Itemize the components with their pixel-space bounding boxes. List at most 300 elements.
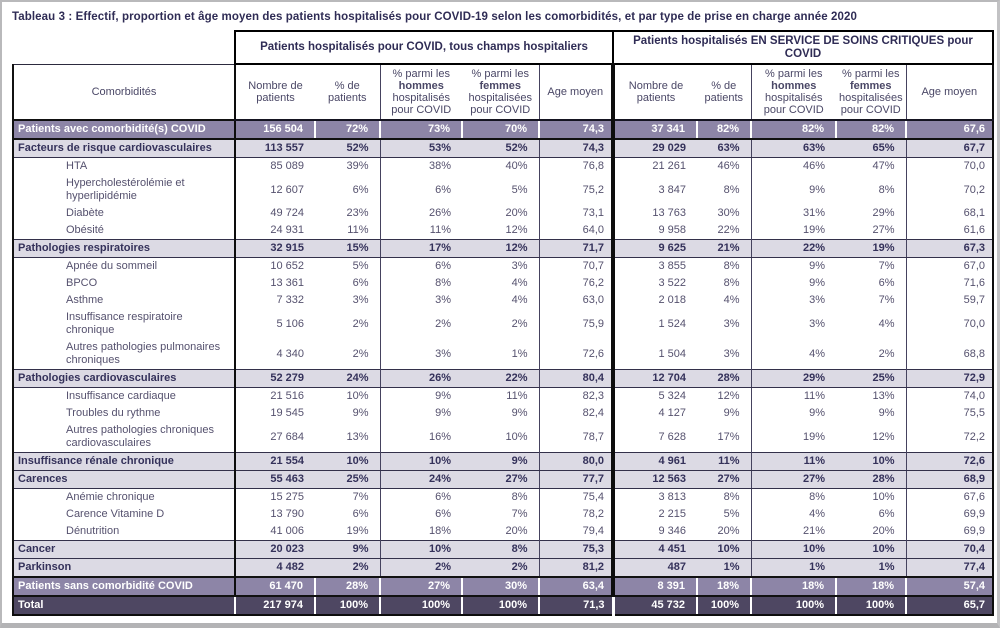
cell-g2-pct: 30% bbox=[717, 207, 740, 219]
cell-g2-age-moyen: 61,6 bbox=[906, 222, 993, 240]
cell-g1-age-moyen: 71,3 bbox=[539, 596, 613, 615]
cell-g1-age-moyen: 76,2 bbox=[539, 275, 613, 292]
cell-g1-pct: 3% bbox=[352, 294, 369, 306]
cell-g1-pct-femmes: 7% bbox=[511, 508, 528, 520]
cell-comorbidity-label: Carence Vitamine D bbox=[13, 506, 235, 523]
cell-g2-age-moyen: 72,2 bbox=[906, 422, 993, 453]
cell-comorbidity-label: HTA bbox=[13, 158, 235, 176]
table-row bbox=[13, 471, 993, 489]
cell-comorbidity-label: Insuffisance respiratoire chronique bbox=[13, 309, 235, 339]
cell-g2-pct-hommes: 19% bbox=[751, 422, 836, 453]
column-header-age-g1: Age moyen bbox=[539, 64, 613, 120]
cell-g2-pct-hommes: 8% bbox=[751, 489, 836, 507]
cell-g1-pct-hommes: 73% bbox=[380, 120, 462, 139]
column-header-nombre-g2: Nombre de patients bbox=[613, 64, 697, 120]
column-header-femmes-g1: % parmi les femmes hospitalisées pour COVID bbox=[462, 64, 539, 120]
cell-g1-pct-hommes: 16% bbox=[380, 422, 462, 453]
cell-g2-pct-femmes: 4% bbox=[878, 317, 895, 330]
cell-g1-nombre: 55 463 bbox=[235, 471, 315, 489]
table-row bbox=[13, 292, 993, 309]
cell-g1-pct: 28% bbox=[315, 577, 380, 596]
empty-corner-cell bbox=[13, 31, 235, 64]
cell-g1-pct-hommes: 9% bbox=[380, 388, 462, 406]
cell-g1-nombre: 156 504 bbox=[235, 120, 315, 139]
cell-g1-pct-femmes: 100% bbox=[462, 596, 539, 615]
cell-g1-pct: 10% bbox=[315, 453, 380, 471]
cell-g1-nombre: 13 790 bbox=[235, 506, 315, 523]
cell-g2-pct-femmes: 65% bbox=[836, 139, 906, 158]
cell-g1-nombre: 5 106 bbox=[235, 309, 315, 339]
cell-g1-nombre: 113 557 bbox=[235, 139, 315, 158]
cell-g2-age-moyen: 75,5 bbox=[906, 405, 993, 422]
cell-comorbidity-label: Pathologies respiratoires bbox=[13, 240, 235, 258]
cell-comorbidity-label: Apnée du sommeil bbox=[13, 258, 235, 276]
cell-g2-age-moyen: 70,2 bbox=[906, 175, 993, 205]
table-row bbox=[13, 453, 993, 471]
table-row bbox=[13, 541, 993, 559]
cell-g1-nombre: 21 516 bbox=[235, 388, 315, 406]
table-row bbox=[13, 388, 993, 406]
cell-g1-pct-femmes: 12% bbox=[462, 240, 539, 258]
cell-g1-pct-hommes: 27% bbox=[380, 577, 462, 596]
cell-g1-pct: 15% bbox=[315, 240, 380, 258]
cell-comorbidity-label: Autres pathologies pulmonaires chroniques bbox=[13, 339, 235, 370]
cell-g2-nombre: 9 958 bbox=[613, 222, 697, 240]
column-header-pct-g2: % de patients bbox=[697, 64, 751, 120]
cell-g2-nombre: 13 763 bbox=[613, 205, 697, 222]
column-header-hommes-g1: % parmi les hommes hospitalisés pour COVID bbox=[380, 64, 462, 120]
cell-g1-age-moyen: 82,3 bbox=[539, 388, 613, 406]
cell-g2-pct-hommes: 9% bbox=[751, 258, 836, 276]
cell-g2-pct-femmes: 27% bbox=[872, 224, 895, 236]
column-header-comorbidites: Comorbidités bbox=[13, 64, 235, 120]
cell-comorbidity-label: Patients avec comorbidité(s) COVID bbox=[13, 120, 235, 139]
cell-g2-pct-femmes: 7% bbox=[878, 294, 895, 306]
table-row bbox=[13, 559, 993, 578]
cell-comorbidity-label: Obésité bbox=[13, 222, 235, 240]
cell-g2-nombre: 3 847 bbox=[613, 175, 697, 205]
cell-g1-age-moyen: 78,7 bbox=[539, 422, 613, 453]
cell-g1-nombre: 21 554 bbox=[235, 453, 315, 471]
cell-g2-pct-hommes: 46% bbox=[751, 158, 836, 176]
cell-comorbidity-label: Hypercholestérolémie et hyperlipidémie bbox=[13, 175, 235, 205]
cell-g2-pct: 8% bbox=[723, 183, 740, 196]
cell-g1-pct-femmes: 11% bbox=[506, 390, 528, 402]
cell-comorbidity-label: Dénutrition bbox=[13, 523, 235, 541]
table-row bbox=[13, 506, 993, 523]
cell-g2-pct: 1% bbox=[697, 559, 751, 578]
cell-g2-age-moyen: 59,7 bbox=[906, 292, 993, 309]
cell-g2-pct-hommes: 82% bbox=[751, 120, 836, 139]
cell-comorbidity-label: Troubles du rythme bbox=[13, 405, 235, 422]
cell-g1-pct-hommes: 24% bbox=[380, 471, 462, 489]
cell-g1-pct-femmes: 4% bbox=[511, 294, 528, 306]
cell-g2-age-moyen: 67,3 bbox=[906, 240, 993, 258]
cell-g1-pct-hommes: 6% bbox=[380, 506, 462, 523]
cell-g2-pct: 4% bbox=[723, 294, 740, 306]
cell-g1-pct-hommes: 26% bbox=[380, 205, 462, 222]
cell-g2-pct-hommes: 22% bbox=[751, 240, 836, 258]
cell-comorbidity-label: Anémie chronique bbox=[13, 489, 235, 507]
cell-g1-age-moyen: 80,4 bbox=[539, 370, 613, 388]
cell-g2-pct: 9% bbox=[723, 407, 740, 419]
cell-g2-pct-femmes: 20% bbox=[872, 525, 895, 537]
table-row bbox=[13, 339, 993, 370]
column-header-femmes-g2: % parmi les femmes hospitalisées pour COVID bbox=[836, 64, 906, 120]
cell-g2-nombre: 45 732 bbox=[613, 596, 697, 615]
cell-g2-pct: 28% bbox=[697, 370, 751, 388]
cell-g1-pct: 9% bbox=[315, 541, 380, 559]
cell-g1-pct: 24% bbox=[315, 370, 380, 388]
cell-g2-nombre: 3 522 bbox=[613, 275, 697, 292]
cell-g1-pct: 6% bbox=[352, 277, 369, 289]
cell-g1-nombre: 52 279 bbox=[235, 370, 315, 388]
cell-g1-pct-hommes: 6% bbox=[380, 258, 462, 276]
cell-comorbidity-label: Diabète bbox=[13, 205, 235, 222]
table-row bbox=[13, 139, 993, 158]
cell-g1-pct: 6% bbox=[352, 508, 369, 520]
table-row bbox=[13, 240, 993, 258]
cell-g1-pct-hommes: 9% bbox=[380, 405, 462, 422]
cell-g2-pct: 100% bbox=[697, 596, 751, 615]
cell-g1-nombre: 15 275 bbox=[235, 489, 315, 507]
cell-g1-pct: 2% bbox=[315, 559, 380, 578]
cell-g2-pct-hommes: 29% bbox=[751, 370, 836, 388]
cell-g2-pct: 82% bbox=[697, 120, 751, 139]
cell-g2-pct: 22% bbox=[717, 224, 740, 236]
table-row bbox=[13, 275, 993, 292]
cell-g1-age-moyen: 64,0 bbox=[539, 222, 613, 240]
cell-g2-nombre: 5 324 bbox=[613, 388, 697, 406]
cell-g2-nombre: 3 813 bbox=[613, 489, 697, 507]
cell-g1-pct-hommes: 17% bbox=[380, 240, 462, 258]
cell-g1-pct-femmes: 12% bbox=[505, 224, 528, 236]
cell-g2-pct-femmes: 12% bbox=[872, 430, 895, 443]
cell-g2-nombre: 9 346 bbox=[613, 523, 697, 541]
cell-g2-pct-hommes: 9% bbox=[751, 175, 836, 205]
cell-comorbidity-label: Asthme bbox=[13, 292, 235, 309]
cell-comorbidity-label: Facteurs de risque cardiovasculaires bbox=[13, 139, 235, 158]
cell-g2-age-moyen: 65,7 bbox=[906, 596, 993, 615]
cell-g1-pct-femmes: 1% bbox=[511, 347, 528, 360]
cell-g1-age-moyen: 81,2 bbox=[539, 559, 613, 578]
column-header-row bbox=[13, 64, 993, 120]
cell-g1-pct: 7% bbox=[352, 491, 369, 503]
cell-comorbidity-label: Pathologies cardiovasculaires bbox=[13, 370, 235, 388]
cell-g2-age-moyen: 70,0 bbox=[906, 309, 993, 339]
cell-g1-age-moyen: 79,4 bbox=[539, 523, 613, 541]
table-body bbox=[13, 120, 993, 615]
cell-g2-pct-hommes: 1% bbox=[751, 559, 836, 578]
cell-g1-nombre: 4 340 bbox=[235, 339, 315, 370]
cell-g1-pct: 25% bbox=[315, 471, 380, 489]
cell-g2-age-moyen: 67,6 bbox=[906, 489, 993, 507]
cell-g2-age-moyen: 70,0 bbox=[906, 158, 993, 176]
cell-g2-nombre: 1 524 bbox=[613, 309, 697, 339]
cell-g1-pct-hommes: 10% bbox=[380, 453, 462, 471]
group-header-row bbox=[13, 31, 993, 64]
cell-g1-nombre: 41 006 bbox=[235, 523, 315, 541]
cell-g1-pct: 52% bbox=[315, 139, 380, 158]
cell-g2-age-moyen: 70,4 bbox=[906, 541, 993, 559]
cell-g1-pct-femmes: 2% bbox=[462, 559, 539, 578]
cell-g1-age-moyen: 72,6 bbox=[539, 339, 613, 370]
cell-g2-pct: 8% bbox=[723, 277, 740, 289]
cell-g1-pct: 100% bbox=[315, 596, 380, 615]
cell-g2-pct-femmes: 19% bbox=[836, 240, 906, 258]
cell-g1-pct: 9% bbox=[352, 407, 369, 419]
cell-g2-nombre: 12 704 bbox=[613, 370, 697, 388]
cell-g1-nombre: 217 974 bbox=[235, 596, 315, 615]
cell-g1-pct-femmes: 5% bbox=[511, 183, 528, 196]
cell-g2-pct: 5% bbox=[723, 508, 740, 520]
table-row bbox=[13, 489, 993, 507]
column-header-age-g2: Age moyen bbox=[906, 64, 993, 120]
cell-g2-nombre: 1 504 bbox=[613, 339, 697, 370]
cell-g1-age-moyen: 76,8 bbox=[539, 158, 613, 176]
cell-g2-age-moyen: 72,6 bbox=[906, 453, 993, 471]
cell-g2-age-moyen: 67,6 bbox=[906, 120, 993, 139]
cell-g1-pct-hommes: 100% bbox=[380, 596, 462, 615]
cell-g2-pct: 20% bbox=[717, 525, 740, 537]
cell-g2-pct-femmes: 29% bbox=[872, 207, 895, 219]
cell-g1-age-moyen: 78,2 bbox=[539, 506, 613, 523]
cell-g2-age-moyen: 67,0 bbox=[906, 258, 993, 276]
cell-g2-pct: 46% bbox=[717, 160, 740, 172]
cell-g1-pct: 11% bbox=[347, 224, 369, 236]
cell-g2-nombre: 4 961 bbox=[613, 453, 697, 471]
cell-g2-pct-hommes: 21% bbox=[751, 523, 836, 541]
cell-g1-age-moyen: 77,7 bbox=[539, 471, 613, 489]
cell-g1-pct-hommes: 3% bbox=[380, 292, 462, 309]
cell-g2-age-moyen: 67,7 bbox=[906, 139, 993, 158]
cell-g1-pct-femmes: 27% bbox=[462, 471, 539, 489]
cell-g1-age-moyen: 75,4 bbox=[539, 489, 613, 507]
cell-g2-pct-hommes: 9% bbox=[751, 405, 836, 422]
cell-g2-pct: 11% bbox=[697, 453, 751, 471]
cell-g1-nombre: 27 684 bbox=[235, 422, 315, 453]
group-header-all-hospital: Patients hospitalisés pour COVID, tous champs hospitaliers bbox=[235, 31, 613, 64]
cell-comorbidity-label: Carences bbox=[13, 471, 235, 489]
cell-comorbidity-label: Total bbox=[13, 596, 235, 615]
table-row bbox=[13, 120, 993, 139]
cell-g2-nombre: 4 127 bbox=[613, 405, 697, 422]
cell-g1-pct-femmes: 2% bbox=[511, 317, 528, 330]
cell-g2-pct-hommes: 4% bbox=[751, 506, 836, 523]
cell-g2-age-moyen: 69,9 bbox=[906, 523, 993, 541]
cell-g2-pct-femmes: 28% bbox=[836, 471, 906, 489]
cell-g2-nombre: 3 855 bbox=[613, 258, 697, 276]
cell-g1-pct-hommes: 26% bbox=[380, 370, 462, 388]
cell-g1-pct-hommes: 2% bbox=[380, 309, 462, 339]
cell-g1-pct-femmes: 8% bbox=[462, 541, 539, 559]
cell-g1-pct: 2% bbox=[352, 317, 369, 330]
cell-g2-pct-femmes: 10% bbox=[836, 541, 906, 559]
cell-g1-age-moyen: 70,7 bbox=[539, 258, 613, 276]
data-table bbox=[12, 30, 994, 616]
cell-g1-pct-hommes: 8% bbox=[380, 275, 462, 292]
cell-g1-pct-hommes: 38% bbox=[380, 158, 462, 176]
cell-g1-nombre: 61 470 bbox=[235, 577, 315, 596]
cell-g2-pct-hommes: 4% bbox=[751, 339, 836, 370]
table-row bbox=[13, 596, 993, 615]
cell-g2-pct-hommes: 11% bbox=[751, 453, 836, 471]
cell-g1-nombre: 7 332 bbox=[235, 292, 315, 309]
cell-g2-pct-hommes: 3% bbox=[751, 292, 836, 309]
cell-g1-pct: 72% bbox=[315, 120, 380, 139]
cell-g2-age-moyen: 68,8 bbox=[906, 339, 993, 370]
cell-g2-age-moyen: 69,9 bbox=[906, 506, 993, 523]
cell-g1-pct: 2% bbox=[352, 347, 369, 360]
cell-g2-pct-hommes: 10% bbox=[751, 541, 836, 559]
cell-g1-pct-femmes: 10% bbox=[505, 430, 528, 443]
cell-g2-pct: 8% bbox=[723, 491, 740, 503]
cell-g1-age-moyen: 74,3 bbox=[539, 120, 613, 139]
cell-g1-pct-femmes: 8% bbox=[511, 491, 528, 503]
cell-g1-pct-femmes: 20% bbox=[505, 207, 528, 219]
cell-g1-age-moyen: 63,4 bbox=[539, 577, 613, 596]
cell-g2-nombre: 8 391 bbox=[613, 577, 697, 596]
cell-g1-pct-hommes: 11% bbox=[380, 222, 462, 240]
cell-g1-pct-femmes: 4% bbox=[511, 277, 528, 289]
cell-comorbidity-label: Insuffisance rénale chronique bbox=[13, 453, 235, 471]
cell-g2-pct-femmes: 47% bbox=[872, 160, 895, 172]
cell-g2-pct: 3% bbox=[723, 317, 740, 330]
cell-g1-age-moyen: 74,3 bbox=[539, 139, 613, 158]
cell-g2-pct-femmes: 1% bbox=[836, 559, 906, 578]
cell-g2-pct-femmes: 100% bbox=[836, 596, 906, 615]
cell-g1-pct: 5% bbox=[352, 260, 369, 272]
cell-g1-pct-femmes: 52% bbox=[462, 139, 539, 158]
cell-g1-pct-hommes: 18% bbox=[380, 523, 462, 541]
cell-g2-pct-hommes: 18% bbox=[751, 577, 836, 596]
cell-comorbidity-label: Patients sans comorbidité COVID bbox=[13, 577, 235, 596]
cell-g1-nombre: 24 931 bbox=[235, 222, 315, 240]
cell-g2-nombre: 29 029 bbox=[613, 139, 697, 158]
cell-g2-pct: 3% bbox=[723, 347, 740, 360]
cell-g1-pct-hommes: 6% bbox=[380, 175, 462, 205]
cell-g2-pct-femmes: 2% bbox=[878, 347, 895, 360]
table-row bbox=[13, 577, 993, 596]
cell-g1-pct-femmes: 40% bbox=[505, 160, 528, 172]
cell-g1-pct: 10% bbox=[346, 390, 369, 402]
table-row bbox=[13, 405, 993, 422]
cell-g2-pct: 17% bbox=[717, 430, 740, 443]
cell-g1-pct-hommes: 3% bbox=[380, 339, 462, 370]
cell-g2-pct: 18% bbox=[697, 577, 751, 596]
cell-g2-pct-hommes: 31% bbox=[751, 205, 836, 222]
table-row bbox=[13, 205, 993, 222]
cell-g2-age-moyen: 68,1 bbox=[906, 205, 993, 222]
column-header-hommes-g2: % parmi les hommes hospitalisés pour COVID bbox=[751, 64, 836, 120]
cell-g2-pct-hommes: 19% bbox=[751, 222, 836, 240]
column-header-pct-g1: % de patients bbox=[315, 64, 380, 120]
cell-g1-age-moyen: 63,0 bbox=[539, 292, 613, 309]
cell-g2-nombre: 487 bbox=[613, 559, 697, 578]
cell-g1-pct: 6% bbox=[352, 183, 369, 196]
cell-g2-pct-femmes: 6% bbox=[878, 508, 895, 520]
cell-g2-nombre: 37 341 bbox=[613, 120, 697, 139]
cell-g1-age-moyen: 75,2 bbox=[539, 175, 613, 205]
table-row bbox=[13, 523, 993, 541]
cell-g2-pct: 12% bbox=[717, 390, 740, 402]
cell-g1-pct-hommes: 53% bbox=[380, 139, 462, 158]
cell-g1-nombre: 12 607 bbox=[235, 175, 315, 205]
cell-comorbidity-label: Insuffisance cardiaque bbox=[13, 388, 235, 406]
cell-g2-pct-femmes: 7% bbox=[878, 260, 895, 272]
page-title: Tableau 3 : Effectif, proportion et âge moyen des patients hospitalisés pour COVID-19 selon les comorbidités, et par type de prise en charge année 2020 bbox=[12, 11, 858, 23]
cell-g2-pct-femmes: 25% bbox=[836, 370, 906, 388]
cell-g2-pct-hommes: 11% bbox=[751, 388, 836, 406]
cell-g2-pct-femmes: 9% bbox=[878, 407, 895, 419]
table-row bbox=[13, 370, 993, 388]
cell-g2-pct: 21% bbox=[697, 240, 751, 258]
cell-g2-pct: 8% bbox=[723, 260, 740, 272]
cell-g2-pct-hommes: 3% bbox=[751, 309, 836, 339]
cell-g1-age-moyen: 75,9 bbox=[539, 309, 613, 339]
table-row bbox=[13, 175, 993, 205]
cell-g2-nombre: 2 018 bbox=[613, 292, 697, 309]
cell-g1-pct-hommes: 2% bbox=[380, 559, 462, 578]
table-row bbox=[13, 422, 993, 453]
cell-g2-age-moyen: 77,4 bbox=[906, 559, 993, 578]
cell-g2-age-moyen: 68,9 bbox=[906, 471, 993, 489]
cell-g2-age-moyen: 72,9 bbox=[906, 370, 993, 388]
cell-g2-nombre: 12 563 bbox=[613, 471, 697, 489]
cell-g2-pct-hommes: 100% bbox=[751, 596, 836, 615]
cell-g2-pct: 63% bbox=[697, 139, 751, 158]
cell-g2-nombre: 7 628 bbox=[613, 422, 697, 453]
cell-g1-age-moyen: 73,1 bbox=[539, 205, 613, 222]
cell-g1-nombre: 4 482 bbox=[235, 559, 315, 578]
cell-g2-age-moyen: 57,4 bbox=[906, 577, 993, 596]
cell-g1-nombre: 13 361 bbox=[235, 275, 315, 292]
cell-g1-age-moyen: 71,7 bbox=[539, 240, 613, 258]
cell-g2-pct-femmes: 8% bbox=[878, 183, 895, 196]
cell-g1-age-moyen: 75,3 bbox=[539, 541, 613, 559]
column-header-nombre-g1: Nombre de patients bbox=[235, 64, 315, 120]
cell-g1-pct-femmes: 20% bbox=[505, 525, 528, 537]
cell-g2-nombre: 4 451 bbox=[613, 541, 697, 559]
cell-g1-age-moyen: 80,0 bbox=[539, 453, 613, 471]
cell-g2-pct-hommes: 63% bbox=[751, 139, 836, 158]
cell-g1-pct-femmes: 3% bbox=[511, 260, 528, 272]
table-row bbox=[13, 258, 993, 276]
table-row bbox=[13, 309, 993, 339]
cell-g1-nombre: 19 545 bbox=[235, 405, 315, 422]
cell-g2-pct-femmes: 82% bbox=[836, 120, 906, 139]
group-header-critical-care: Patients hospitalisés EN SERVICE DE SOINS CRITIQUES pour COVID bbox=[613, 31, 993, 64]
cell-g2-pct-femmes: 10% bbox=[836, 453, 906, 471]
cell-g1-pct: 19% bbox=[346, 525, 369, 537]
cell-comorbidity-label: Autres pathologies chroniques cardiovasculaires bbox=[13, 422, 235, 453]
cell-g2-pct-hommes: 27% bbox=[751, 471, 836, 489]
cell-g2-pct-femmes: 18% bbox=[836, 577, 906, 596]
cell-g1-pct: 39% bbox=[346, 160, 369, 172]
cell-g2-pct: 27% bbox=[697, 471, 751, 489]
cell-g2-nombre: 21 261 bbox=[613, 158, 697, 176]
table-row bbox=[13, 158, 993, 176]
cell-g1-pct-hommes: 10% bbox=[380, 541, 462, 559]
cell-comorbidity-label: Cancer bbox=[13, 541, 235, 559]
cell-g1-pct-femmes: 22% bbox=[462, 370, 539, 388]
cell-g1-nombre: 10 652 bbox=[235, 258, 315, 276]
cell-g1-pct: 23% bbox=[346, 207, 369, 219]
cell-g1-pct-femmes: 9% bbox=[462, 453, 539, 471]
cell-g2-pct-hommes: 9% bbox=[751, 275, 836, 292]
cell-g2-pct-femmes: 10% bbox=[872, 491, 895, 503]
cell-g2-age-moyen: 74,0 bbox=[906, 388, 993, 406]
